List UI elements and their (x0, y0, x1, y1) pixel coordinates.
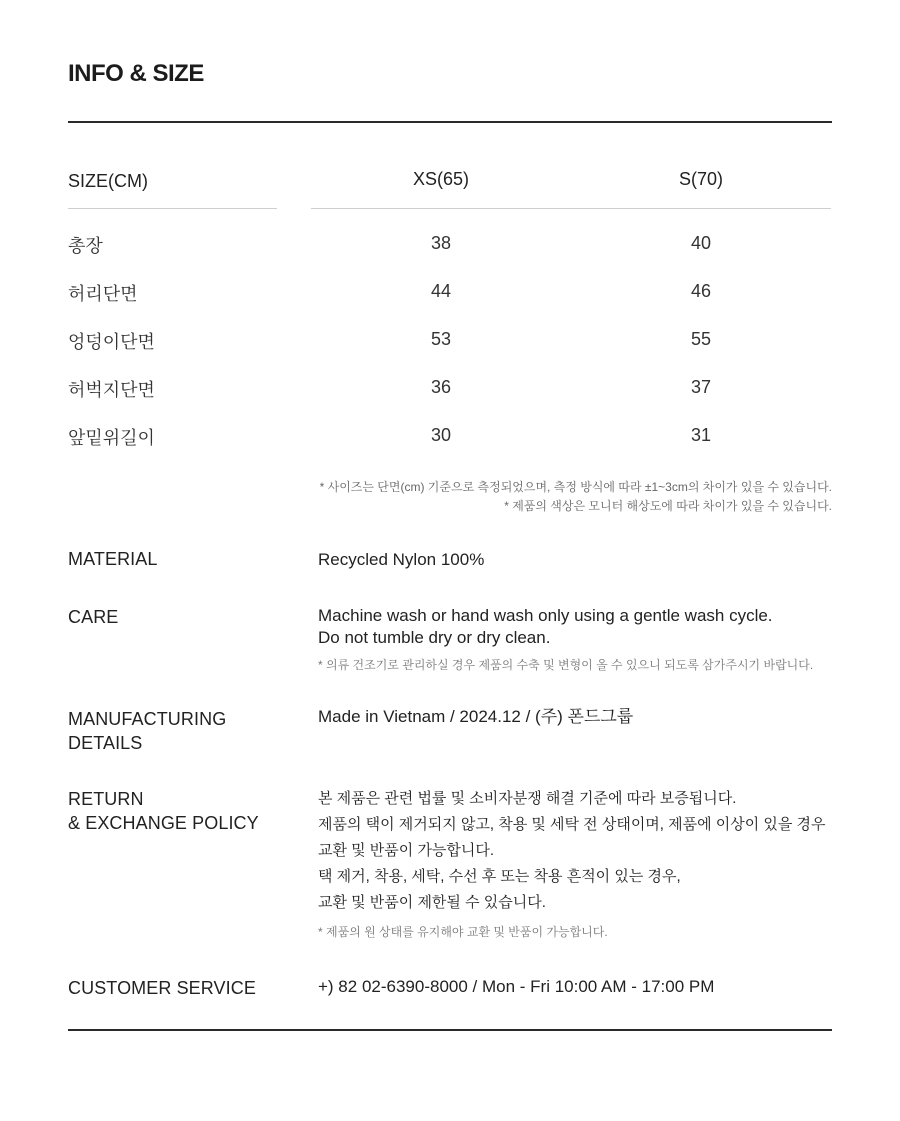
return-label: RETURN (68, 789, 144, 809)
size-cell: 53 (430, 329, 452, 349)
policy-line: 교환 및 반품이 제한될 수 있습니다. (318, 894, 546, 911)
size-cell: 55 (690, 329, 712, 349)
size-column-xs: XS(65) (412, 169, 470, 189)
bottom-divider (68, 1029, 832, 1031)
color-note: * 제품의 색상은 모니터 해상도에 따라 차이가 있을 수 있습니다. (504, 499, 832, 513)
size-header-label: SIZE(CM) (68, 171, 148, 191)
manufacturing-label: MANUFACTURING (68, 709, 227, 729)
page-title: INFO & SIZE (68, 60, 204, 87)
size-row-label: 엉덩이단면 (68, 332, 155, 352)
material-value: Recycled Nylon 100% (318, 550, 485, 569)
top-divider (68, 121, 832, 123)
size-cell: 38 (430, 233, 452, 253)
manufacturing-label: DETAILS (68, 733, 143, 753)
care-line: Do not tumble dry or dry clean. (318, 628, 551, 647)
care-line: Machine wash or hand wash only using a gentle wash cycle. (318, 606, 773, 625)
size-row-label: 앞밑위길이 (68, 428, 155, 448)
manufacturing-value: Made in Vietnam / 2024.12 / (주) 폰드그룹 (318, 707, 634, 726)
size-note: * 사이즈는 단면(cm) 기준으로 측정되었으며, 측정 방식에 따라 ±1~3cm의 차이가 있을 수 있습니다. (319, 480, 832, 494)
size-cell: 37 (690, 377, 712, 397)
customer-service-value: +) 82 02-6390-8000 / Mon - Fri 10:00 AM - 17:00 PM (318, 977, 715, 996)
care-label: CARE (68, 607, 119, 627)
size-row-label: 총장 (68, 236, 103, 256)
customer-service-label: CUSTOMER SERVICE (68, 978, 256, 998)
size-cell: 44 (430, 281, 452, 301)
size-cell: 36 (430, 377, 452, 397)
size-cell: 40 (690, 233, 712, 253)
size-cell: 30 (430, 425, 452, 445)
size-cell: 46 (690, 281, 712, 301)
material-label: MATERIAL (68, 549, 158, 569)
policy-line: 택 제거, 착용, 세탁, 수선 후 또는 착용 흔적이 있는 경우, (318, 868, 681, 885)
care-note: * 의류 건조기로 관리하실 경우 제품의 수축 및 변형이 올 수 있으니 되도록 삼가주시기 바랍니다. (318, 658, 814, 672)
policy-line: 본 제품은 관련 법률 및 소비자분쟁 해결 기준에 따라 보증됩니다. (318, 790, 737, 807)
return-note: * 제품의 원 상태를 유지해야 교환 및 반품이 가능합니다. (318, 925, 608, 939)
size-row-label: 허리단면 (68, 284, 138, 304)
size-cell: 31 (690, 425, 712, 445)
return-label: & EXCHANGE POLICY (68, 813, 259, 833)
size-column-s: S(70) (678, 169, 723, 189)
policy-line: 교환 및 반품이 가능합니다. (318, 842, 495, 859)
size-label-underline (68, 208, 277, 209)
size-row-label: 허벅지단면 (68, 380, 155, 400)
policy-line: 제품의 택이 제거되지 않고, 착용 및 세탁 전 상태이며, 제품에 이상이 있을 경우 (318, 816, 826, 833)
size-columns-underline (311, 208, 831, 209)
